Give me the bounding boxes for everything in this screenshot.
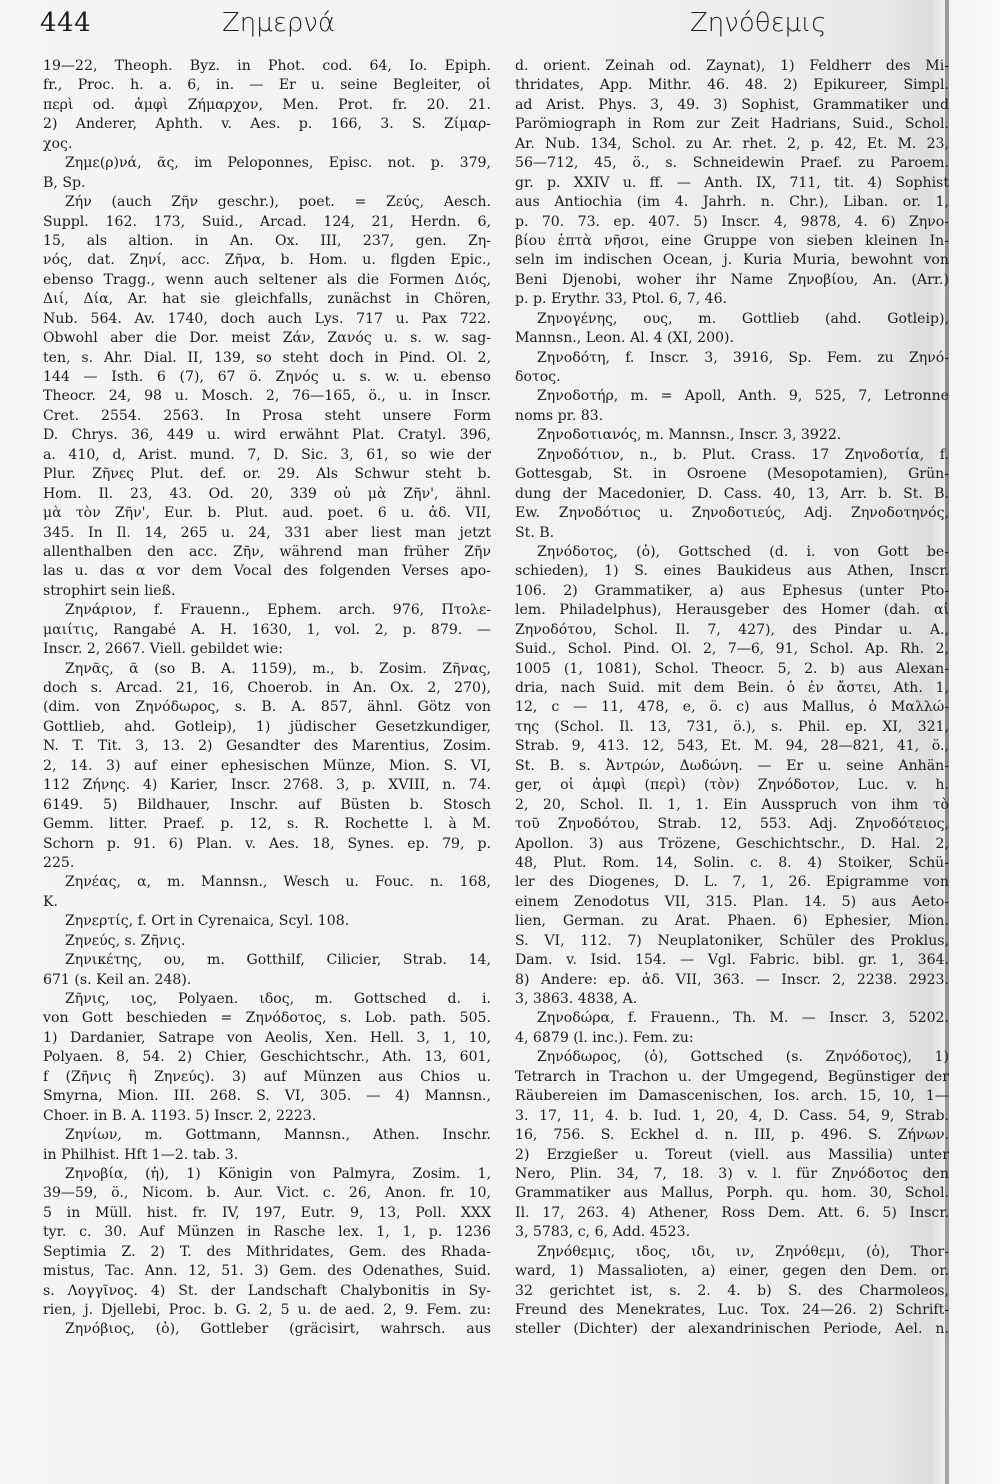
- entry-headword-line: Ζηνογένης, ους, m. Gottlieb (ahd. Gotleip),: [537, 310, 949, 327]
- text-line: 2, 14. 3) auf einer ephesischen Münze, Mion. S. VI,: [43, 757, 491, 774]
- entry-headword-line: Ζηνόδοτος, (ὁ), Gottsched (d. i. von Gott be-: [537, 543, 949, 560]
- page-header: [0, 8, 1000, 42]
- text-line: in Philhist. Hft 1—2. tab. 3.: [43, 1146, 239, 1163]
- text-line: 1) Dardanier, Satrape von Aeolis, Xen. Hell. 3, 1, 10,: [43, 1029, 491, 1046]
- text-line: B, Sp.: [43, 174, 86, 191]
- text-line: Apollon. 3) aus Trözene, Geschichtschr., D. Hal. 2,: [515, 835, 949, 852]
- text-line: Διί, Δία, Ar. hat sie gleichfalls, zunächst in Chören,: [43, 291, 491, 308]
- text-line: 12, c — 11, 478, e, ö. c) aus Mallus, ὁ Μαλλώ-: [515, 699, 949, 716]
- text-line: von Gott beschieden = Ζηνόδοτος, s. Lob. path. 505.: [43, 1010, 491, 1027]
- text-line: Nub. 564. Av. 1740, doch auch Lys. 717 u. Pax 722.: [43, 310, 491, 327]
- text-line: Gemm. litter. Praef. p. 12, s. R. Rochette l. à M.: [43, 816, 491, 833]
- text-line: Gottlieb, ahd. Gotleip), 1) jüdischer Gesetzkundiger,: [43, 718, 491, 735]
- text-line: Freund des Menekrates, Luc. Tox. 24—26. 2) Schrift-: [515, 1302, 949, 1318]
- text-line: 3. 17, 11, 4. b. Iud. 1, 20, 4, D. Cass. 54, 9, Strab.: [515, 1107, 949, 1124]
- text-line: Schorn p. 91. 6) Plan. v. Aes. 18, Synes. ep. 79, p.: [43, 835, 491, 852]
- text-line: K.: [43, 893, 59, 910]
- text-line: 39—59, ö., Nicom. b. Aur. Vict. c. 26, Anon. fr. 10,: [43, 1185, 491, 1202]
- text-line: strophirt sein ließ.: [43, 582, 176, 599]
- text-line: Ζηνοδότου, Schol. Il. 7, 427), des Pindar u. A.,: [515, 621, 949, 638]
- text-line: Grammatiker aus Mallus, Porph. qu. hom. 30, Schol.: [515, 1185, 949, 1202]
- text-line: Hom. Il. 23, 43. Od. 20, 339 οὐ μὰ Ζῆν', ähnl.: [43, 485, 491, 502]
- text-line: dria, nach Suid. mit dem Bein. ὁ ἐν ἄστει, Ath. 1,: [515, 680, 949, 696]
- entry-headword-line: Ζηνοδότη, f. Inscr. 3, 3916, Sp. Fem. zu Ζηνό-: [537, 349, 949, 366]
- text-line: las u. das α vor dem Vocal des folgenden Verses apo-: [43, 563, 491, 580]
- text-line: (dim. von Ζηνόδωρος, s. B. A. 857, ähnl. Götz von: [43, 699, 491, 716]
- text-line: d. orient. Zeinah od. Zaynat), 1) Feldherr des Mi-: [515, 58, 949, 74]
- entry-headword-line: Ζηνοβία, (ἡ), 1) Königin von Palmyra, Zosim. 1,: [65, 1165, 491, 1182]
- text-line: 225.: [43, 854, 75, 871]
- page-number: 444: [40, 8, 92, 38]
- text-line: 4, 6879 (l. inc.). Fem. zu:: [515, 1029, 694, 1046]
- text-line: rien, j. Djellebi, Proc. b. G. 2, 5 u. de aed. 2, 9. Fem. zu:: [43, 1302, 491, 1318]
- text-line: schieden), 1) S. eines Baukideus aus Athen, Inscr.: [515, 563, 949, 580]
- text-line: 144 — Isth. 6 (7), 67 ö. Ζηνός u. s. w. u. ebenso: [43, 369, 491, 385]
- text-line: ward, 1) Massalioten, a) einer, gegen den Dem. or.: [515, 1263, 949, 1280]
- text-line: 112 Ζήνης. 4) Karier, Inscr. 2768. 3, p. XVIII, n. 74.: [43, 777, 491, 794]
- text-line: tyr. c. 30. Auf Münzen in Rasche lex. 1, 1, p. 1236: [43, 1224, 491, 1241]
- text-line: ebenso Tragg., wenn auch seltener als die Formen Διός,: [43, 271, 491, 288]
- text-line: St. B.: [515, 524, 555, 541]
- entry-headword-line: Ζηνέας, α, m. Mannsn., Wesch u. Fouc. n. 168,: [65, 874, 491, 891]
- text-line: 2) Erzgießer u. Toreut (viell. aus Massilia) unter: [515, 1146, 949, 1163]
- entry-headword-line: Ζηνόδωρος, (ὁ), Gottsched (s. Ζηνόδοτος), 1): [537, 1049, 949, 1066]
- entry-headword-line: Ζηνερτίς, f. Ort in Cyrenaica, Scyl. 108.: [65, 913, 350, 930]
- text-line: aus Antiochia (im 4. Jahrh. n. Chr.), Liban. or. 1,: [515, 194, 949, 211]
- text-line: 48, Plut. Rom. 14, Solin. c. 8. 4) Stoiker, Schü-: [515, 854, 949, 871]
- text-line: 8) Andere: ep. ἀδ. VII, 363. — Inscr. 2, 2238. 2923.: [515, 971, 949, 988]
- text-line: allenthalben den acc. Ζῆν, während man früher Ζῆν: [43, 543, 491, 560]
- entry-headword-line: Ζηνοδοτήρ, m. = Apoll, Anth. 9, 525, 7, Letronne: [537, 388, 949, 405]
- text-line: 3, 3863. 4838, A.: [515, 991, 638, 1007]
- text-line: μαιίτις, Rangabé A. H. 1630, 1, vol. 2, p. 879. —: [43, 621, 491, 638]
- entry-headword-line: Ζηνοδότιον, n., b. Plut. Crass. 17 Ζηνοδοτία, f.: [537, 446, 949, 463]
- text-line: βίου ἑπτὰ νῆσοι, eine Gruppe von sieben kleinen In-: [515, 232, 949, 249]
- entry-headword-line: Ζημε(ρ)νά, ᾶς, im Peloponnes, Episc. not. p. 379,: [65, 155, 491, 172]
- text-line: 1005 (1, 1081), Schol. Theocr. 5, 2. b) aus Alexan-: [515, 660, 949, 677]
- text-line: 3, 5783, c, 6, Add. 4523.: [515, 1224, 691, 1241]
- entry-headword-line: Ζηνοδοτιανός, m. Mannsn., Inscr. 3, 3922.: [537, 427, 842, 444]
- entry-headword-line: Ζῆνις, ιος, Polyaen. ιδος, m. Gottsched d. i.: [65, 991, 491, 1007]
- text-line: 32 gerichtet ist, s. 2. 4. b) S. des Charmoleos,: [515, 1282, 949, 1299]
- text-line: 6149. 5) Bildhauer, Inschr. auf Büsten b. Stosch: [43, 796, 491, 813]
- text-line: Choer. in B. A. 1193. 5) Inscr. 2, 2223.: [43, 1107, 317, 1124]
- text-line: D. Chrys. 36, 449 u. wird erwähnt Plat. Cratyl. 396,: [43, 427, 491, 444]
- text-line: 16, 756. S. Eckhel d. n. III, p. 496. S. Ζήνων.: [515, 1127, 949, 1144]
- text-line: gr. p. XXIV u. ff. — Anth. IX, 711, tit. 4) Sophist: [515, 174, 949, 191]
- text-line: ten, s. Ahr. Dial. II, 139, so steht doch in Pind. Ol. 2,: [43, 349, 491, 366]
- text-line: Suid., Schol. Pind. Ol. 2, 7—6, 91, Schol. Ap. Rh. 2,: [515, 641, 949, 658]
- text-line: Gottesgab, St. in Osroene (Mesopotamien), Grün-: [515, 466, 949, 483]
- text-line: περὶ od. ἀμφὶ Ζήμαρχον, Men. Prot. fr. 20. 21.: [43, 96, 491, 113]
- text-line: 5 in Müll. hist. fr. IV, 197, Eutr. 9, 13, Poll. XXX: [43, 1204, 491, 1221]
- text-line: Parömiograph in Rom zur Zeit Hadrians, Suid., Schol.: [515, 116, 949, 133]
- text-line: dung der Macedonier, D. Cass. 40, 13, Arr. b. St. B.: [515, 485, 949, 502]
- right-running-headword: Ζηνόθεμις: [690, 8, 827, 38]
- text-line: steller (Dichter) der alexandrinischen Periode, Ael. n.: [515, 1321, 949, 1338]
- text-line: S. VI, 112. 7) Neuplatoniker, Schüler des Proklus,: [515, 932, 949, 949]
- entry-headword-line: Ζήν (auch Ζῆν geschr.), poet. = Ζεύς, Aesch.: [65, 194, 491, 211]
- entry-headword-line: Ζηνάριον, f. Frauenn., Ephem. arch. 976, Πτολε-: [65, 602, 491, 619]
- entry-headword-line: Ζηνοδώρα, f. Frauenn., Th. M. — Inscr. 3, 5202.: [537, 1010, 949, 1027]
- text-line: ger, οἱ ἀμφὶ (περὶ) (τὸν) Ζηνόδοτον, Luc. v. h.: [515, 777, 949, 794]
- text-line: Mannsn., Leon. Al. 4 (XI, 200).: [515, 330, 734, 347]
- text-line: 2) Anderer, Aphth. v. Aes. p. 166, 3. S. Ζίμαρ-: [43, 116, 491, 133]
- text-line: της (Schol. Il. 13, 731, ö.), s. Phil. ep. XI, 321,: [515, 718, 949, 735]
- text-line: Strab. 9, 413. 12, 543, Et. M. 94, 28—821, 41, ö.,: [515, 738, 949, 755]
- right-column: [515, 57, 949, 1340]
- text-line: Obwohl aber die Dor. meist Ζάν, Ζανός u. s. w. sag-: [43, 330, 491, 347]
- left-running-headword: Ζημερνά: [222, 8, 336, 38]
- entry-headword-line: Ζηνίων, m. Gottmann, Mannsn., Athen. Inschr.: [65, 1127, 491, 1144]
- text-line: τοῦ Ζηνοδότου, Strab. 12, 553. Adj. Ζηνοδότειος,: [515, 816, 949, 833]
- text-line: Tetrarch in Trachon u. der Umgegend, Begünstiger der: [515, 1068, 949, 1085]
- text-line: μὰ τὸν Ζῆν', Eur. b. Plut. aud. poet. 6 u. ἀδ. VII,: [43, 505, 491, 522]
- entry-headword-line: Ζηνεύς, s. Ζῆνις.: [65, 932, 186, 949]
- text-line: 345. In Il. 14, 265 u. 24, 331 aber liest man jetzt: [43, 524, 491, 541]
- text-line: Cret. 2554. 2563. In Prosa steht unsere Form: [43, 407, 491, 424]
- text-line: 2, 20, Schol. Il. 1, 1. Ein Ausspruch von ihm τὸ: [515, 796, 949, 813]
- text-line: p. 70. 73. ep. 407. 5) Inscr. 4, 9878, 4. 6) Ζηνο-: [515, 213, 949, 230]
- text-line: Räubereien im Damascenischen, Ios. arch. 15, 10, 1—: [515, 1088, 949, 1105]
- text-line: Beni Djenobi, woher ihr Name Ζηνοβίου, An. (Arr.): [515, 271, 949, 288]
- text-line: mistus, Tac. Ann. 12, 51. 3) Gem. des Odenathes, Suid.: [43, 1263, 491, 1280]
- text-line: lien, German. zu Arat. Phaen. 6) Ephesier, Mion.: [515, 913, 949, 930]
- text-line: f (Ζῆνις ἢ Ζηνεύς). 3) auf Münzen aus Chios u.: [43, 1068, 491, 1085]
- text-line: Dam. v. Isid. 154. — Vgl. Fabric. bibl. gr. 1, 364.: [515, 952, 949, 969]
- entry-headword-line: Ζηνᾶς, ᾶ (so B. A. 1159), m., b. Zosim. Ζῆνας,: [65, 660, 491, 677]
- text-line: doch s. Arcad. 21, 16, Choerob. in An. Ox. 2, 270),: [43, 680, 491, 696]
- text-line: 106. 2) Grammatiker, a) aus Ephesus (unter Pto-: [515, 582, 949, 599]
- text-line: δοτος.: [515, 369, 561, 385]
- text-line: noms pr. 83.: [515, 407, 604, 424]
- text-line: Suppl. 162. 173, Suid., Arcad. 124, 21, Herdn. 6,: [43, 213, 491, 230]
- entry-headword-line: Ζηνόθεμις, ιδος, ιδι, ιν, Ζηνόθεμι, (ὁ), Thor-: [537, 1243, 949, 1260]
- text-line: a. 410, d, Arist. mund. 7, D. Sic. 3, 61, so wie der: [43, 446, 491, 463]
- text-line: Polyaen. 8, 54. 2) Chier, Geschichtschr., Ath. 13, 601,: [43, 1049, 491, 1066]
- text-line: N. T. Tit. 3, 13. 2) Gesandter des Marentius, Zosim.: [43, 738, 491, 755]
- text-line: Inscr. 2, 2667. Viell. gebildet wie:: [43, 641, 283, 658]
- text-line: Il. 17, 263. 4) Athener, Ross Dem. Att. 6. 5) Inscr.: [515, 1204, 949, 1221]
- text-line: 56—712, 45, ö., s. Schneidewin Praef. zu Paroem.: [515, 155, 949, 172]
- text-line: Septimia Ζ. 2) T. des Mithridates, Gem. des Rhada-: [43, 1243, 491, 1260]
- entry-headword-line: Ζηνόβιος, (ὁ), Gottleber (gräcisirt, wahrsch. aus: [65, 1321, 491, 1338]
- text-line: Ar. Nub. 134, Schol. zu Ar. rhet. 2, p. 42, Et. M. 23,: [515, 135, 949, 152]
- left-column: [43, 57, 491, 1340]
- text-line: thridates, App. Mithr. 46. 48. 2) Epikureer, Simpl.: [515, 77, 949, 94]
- text-line: 671 (s. Keil an. 248).: [43, 971, 192, 988]
- text-line: Nero, Plin. 34, 7, 18. 3) v. l. für Ζηνόδοτος den: [515, 1165, 949, 1182]
- text-line: Ew. Ζηνοδότιος u. Ζηνοδοτιεύς, Adj. Ζηνοδοτηνός,: [515, 505, 949, 522]
- text-line: lem. Philadelphus), Herausgeber des Homer (dah. αἱ: [515, 602, 949, 619]
- text-line: νός, dat. Ζηνί, acc. Ζῆνα, b. Hom. u. flgden Epic.,: [43, 252, 491, 269]
- entry-headword-line: Ζηνικέτης, ου, m. Gotthilf, Cilicier, Strab. 14,: [65, 952, 491, 969]
- text-line: s. Λογγῖνος. 4) St. der Landschaft Chalybonitis in Sy-: [43, 1282, 491, 1299]
- text-line: χος.: [43, 135, 73, 152]
- text-line: St. B. s. Ἀντρών, Δωδώνη. — Er u. seine Anhän-: [515, 757, 949, 774]
- text-line: ler des Diogenes, D. L. 7, 1, 26. Epigramme von: [515, 874, 949, 891]
- text-line: fr., Proc. h. a. 6, in. — Er u. seine Begleiter, οἱ: [43, 77, 491, 94]
- text-line: Theocr. 24, 98 u. Mosch. 2, 76—165, ö., u. in Inscr.: [43, 388, 491, 405]
- text-line: 15, als altion. in An. Ox. III, 237, gen. Ζη-: [43, 232, 491, 249]
- text-line: Plur. Ζῆνες Plut. def. or. 29. Als Schwur steht b.: [43, 466, 491, 483]
- text-line: einem Zenodotus VII, 315. Plan. 14. 5) aus Aeto-: [515, 893, 949, 910]
- text-line: p. p. Erythr. 33, Ptol. 6, 7, 46.: [515, 291, 728, 308]
- text-line: ad Arist. Phys. 3, 49. 3) Sophist, Grammatiker und: [515, 96, 949, 113]
- text-line: Smyrna, Mion. III. 268. S. VI, 305. — 4) Mannsn.,: [43, 1088, 491, 1105]
- text-line: 19—22, Theoph. Byz. in Phot. cod. 64, Io. Epiph.: [43, 58, 491, 74]
- text-line: seln im indischen Ocean, j. Kuria Muria, bewohnt von: [515, 252, 949, 269]
